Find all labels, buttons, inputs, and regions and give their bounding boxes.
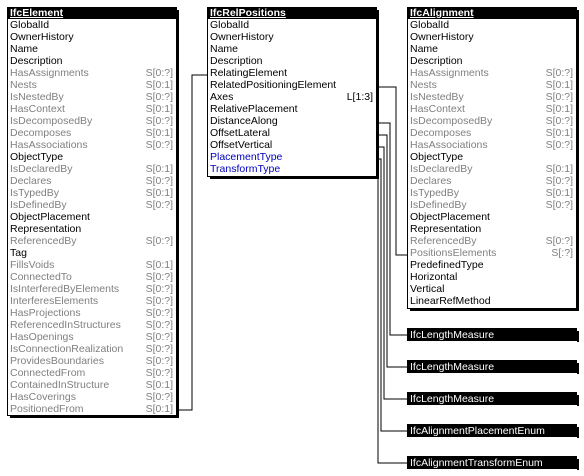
- attribute-row[interactable]: [408, 103, 576, 115]
- attribute-name: Axes: [210, 91, 234, 103]
- attribute-row[interactable]: [8, 67, 176, 79]
- entity-title: IfcRelPositions: [208, 8, 376, 19]
- entity-title: IfcAlignment: [408, 8, 576, 19]
- attribute-cardinality: S[0:?]: [145, 307, 173, 319]
- attribute-cardinality: S[0:1]: [145, 379, 173, 391]
- attribute-name: PositionsElements: [410, 247, 497, 259]
- attribute-name: Representation: [410, 223, 482, 235]
- attribute-name: HasContext: [410, 103, 465, 115]
- attribute-cardinality: S[0:?]: [145, 319, 173, 331]
- attribute-name: Nests: [410, 79, 437, 91]
- attribute-cardinality: S[0:?]: [145, 343, 173, 355]
- attribute-cardinality: S[0:?]: [145, 391, 173, 403]
- attribute-cardinality: S[0:1]: [145, 259, 173, 271]
- attribute-row[interactable]: [408, 247, 576, 259]
- attribute-name: Tag: [10, 247, 27, 259]
- attribute-name: ObjectPlacement: [10, 211, 90, 223]
- attribute-name: PlacementType: [210, 151, 283, 163]
- attribute-cardinality: S[0:?]: [545, 199, 573, 211]
- attribute-cardinality: S[0:1]: [145, 403, 173, 415]
- attribute-name: IsDeclaredBy: [410, 163, 473, 175]
- attribute-cardinality: S[:?]: [551, 247, 573, 259]
- attribute-row[interactable]: [8, 343, 176, 355]
- attribute-cardinality: S[0:?]: [145, 331, 173, 343]
- attribute-name: OwnerHistory: [210, 31, 274, 43]
- attribute-row[interactable]: [8, 175, 176, 187]
- attribute-cardinality: S[0:?]: [545, 67, 573, 79]
- attribute-row[interactable]: [8, 403, 176, 415]
- attribute-cardinality: S[0:?]: [145, 175, 173, 187]
- attribute-row[interactable]: [8, 31, 176, 43]
- attribute-row[interactable]: [208, 43, 376, 55]
- attribute-name: IsDefinedBy: [10, 199, 67, 211]
- attribute-row[interactable]: [208, 19, 376, 31]
- attribute-row[interactable]: [8, 247, 176, 259]
- attribute-row[interactable]: [208, 79, 376, 91]
- attribute-name: Decomposes: [10, 127, 72, 139]
- attribute-name: HasContext: [10, 103, 65, 115]
- attribute-row[interactable]: [408, 235, 576, 247]
- attribute-cardinality: S[0:?]: [545, 115, 573, 127]
- attribute-name: IsTypedBy: [10, 187, 60, 199]
- attribute-name: HasAssociations: [410, 139, 488, 151]
- attribute-name: HasAssociations: [10, 139, 88, 151]
- attribute-cardinality: S[0:?]: [145, 355, 173, 367]
- attribute-cardinality: S[0:?]: [545, 91, 573, 103]
- attribute-row[interactable]: [208, 151, 376, 163]
- attribute-name: HasCoverings: [10, 391, 76, 403]
- attribute-row[interactable]: [208, 127, 376, 139]
- attribute-name: IsInterferedByElements: [10, 283, 120, 295]
- attribute-name: ConnectedFrom: [10, 367, 86, 379]
- attribute-row[interactable]: [8, 127, 176, 139]
- entity-ifcalignment[interactable]: [407, 7, 577, 309]
- attribute-row[interactable]: [208, 103, 376, 115]
- attribute-name: Vertical: [410, 283, 445, 295]
- attribute-row[interactable]: [8, 319, 176, 331]
- attribute-row[interactable]: [8, 283, 176, 295]
- attribute-name: OffsetVertical: [210, 139, 273, 151]
- attribute-name: IsDeclaredBy: [10, 163, 73, 175]
- attribute-cardinality: S[0:1]: [145, 103, 173, 115]
- attribute-cardinality: S[0:1]: [145, 187, 173, 199]
- attribute-row[interactable]: [408, 91, 576, 103]
- line-relatingelement: [178, 75, 208, 410]
- attribute-name: HasAssignments: [410, 67, 489, 79]
- attribute-cardinality: S[0:1]: [545, 187, 573, 199]
- attribute-cardinality: S[0:?]: [145, 235, 173, 247]
- entity-ifcrelpositions[interactable]: [207, 7, 377, 177]
- attribute-name: ObjectPlacement: [410, 211, 490, 223]
- attribute-name: PredefinedType: [410, 259, 484, 271]
- attribute-row[interactable]: [408, 31, 576, 43]
- attribute-name: OwnerHistory: [10, 31, 74, 43]
- attribute-name: RelatedPositioningElement: [210, 79, 337, 91]
- attribute-cardinality: S[0:?]: [145, 67, 173, 79]
- attribute-name: PositionedFrom: [10, 403, 84, 415]
- attribute-name: IsConnectionRealization: [10, 343, 124, 355]
- attribute-cardinality: S[0:?]: [145, 367, 173, 379]
- attribute-row[interactable]: [8, 235, 176, 247]
- attribute-name: Description: [210, 55, 263, 67]
- attribute-row[interactable]: [8, 355, 176, 367]
- attribute-cardinality: S[0:1]: [545, 103, 573, 115]
- attribute-row[interactable]: [8, 295, 176, 307]
- attribute-cardinality: S[0:?]: [545, 139, 573, 151]
- attribute-name: GlobalId: [410, 19, 450, 31]
- attribute-row[interactable]: [8, 163, 176, 175]
- attribute-cardinality: S[0:?]: [145, 139, 173, 151]
- attribute-row[interactable]: [8, 199, 176, 211]
- attribute-cardinality: S[0:?]: [545, 175, 573, 187]
- attribute-name: Description: [410, 55, 463, 67]
- attribute-row[interactable]: [208, 31, 376, 43]
- attribute-cardinality: S[0:?]: [145, 271, 173, 283]
- attribute-row[interactable]: [408, 43, 576, 55]
- attribute-cardinality: S[0:?]: [545, 235, 573, 247]
- attribute-row[interactable]: [8, 307, 176, 319]
- attribute-name: Name: [10, 43, 39, 55]
- attribute-name: RelatingElement: [210, 67, 288, 79]
- attribute-row[interactable]: [8, 19, 176, 31]
- attribute-name: ObjectType: [410, 151, 464, 163]
- attribute-list: [408, 19, 576, 307]
- attribute-name: Representation: [10, 223, 82, 235]
- attribute-name: Name: [210, 43, 239, 55]
- attribute-name: ReferencedBy: [410, 235, 477, 247]
- attribute-row[interactable]: [408, 223, 576, 235]
- attribute-name: Declares: [10, 175, 52, 187]
- type-box-alignment-transform-enum[interactable]: IfcAlignmentTransformEnum: [407, 456, 577, 469]
- attribute-name: ContainedInStructure: [10, 379, 110, 391]
- attribute-name: LinearRefMethod: [410, 295, 491, 307]
- attribute-name: IsNestedBy: [10, 91, 64, 103]
- attribute-row[interactable]: [408, 139, 576, 151]
- attribute-name: IsDecomposedBy: [410, 115, 493, 127]
- attribute-row[interactable]: [8, 211, 176, 223]
- attribute-row[interactable]: [208, 163, 376, 175]
- attribute-name: Horizontal: [410, 271, 458, 283]
- attribute-row[interactable]: [408, 271, 576, 283]
- attribute-name: HasAssignments: [10, 67, 89, 79]
- attribute-cardinality: S[0:?]: [145, 295, 173, 307]
- attribute-row[interactable]: [208, 67, 376, 79]
- type-box-length-measure-2[interactable]: IfcLengthMeasure: [407, 360, 577, 373]
- attribute-name: IsTypedBy: [410, 187, 460, 199]
- attribute-cardinality: S[0:1]: [145, 127, 173, 139]
- attribute-row[interactable]: [8, 151, 176, 163]
- attribute-cardinality: S[0:?]: [145, 91, 173, 103]
- attribute-list: [208, 19, 376, 175]
- attribute-row[interactable]: [408, 175, 576, 187]
- attribute-cardinality: S[0:1]: [545, 163, 573, 175]
- attribute-row[interactable]: [8, 391, 176, 403]
- attribute-row[interactable]: [208, 91, 376, 103]
- type-box-length-measure-3[interactable]: IfcLengthMeasure: [407, 392, 577, 405]
- attribute-cardinality: S[0:1]: [545, 79, 573, 91]
- attribute-name: Declares: [410, 175, 452, 187]
- attribute-name: HasOpenings: [10, 331, 74, 343]
- attribute-name: ProvidesBoundaries: [10, 355, 104, 367]
- attribute-name: Description: [10, 55, 63, 67]
- attribute-name: Name: [410, 43, 439, 55]
- attribute-cardinality: S[0:?]: [145, 115, 173, 127]
- attribute-name: ConnectedTo: [10, 271, 72, 283]
- attribute-name: OffsetLateral: [210, 127, 270, 139]
- attribute-name: Decomposes: [410, 127, 472, 139]
- attribute-list: [8, 19, 176, 415]
- attribute-row[interactable]: [408, 295, 576, 307]
- attribute-row[interactable]: [8, 379, 176, 391]
- attribute-cardinality: L[1:3]: [346, 91, 373, 103]
- attribute-name: Nests: [10, 79, 37, 91]
- attribute-row[interactable]: [8, 271, 176, 283]
- attribute-row[interactable]: [408, 127, 576, 139]
- attribute-row[interactable]: [208, 55, 376, 67]
- attribute-name: ObjectType: [10, 151, 64, 163]
- attribute-name: ReferencedBy: [10, 235, 77, 247]
- attribute-row[interactable]: [8, 103, 176, 115]
- attribute-row[interactable]: [408, 19, 576, 31]
- attribute-cardinality: S[0:?]: [145, 199, 173, 211]
- line-placementtype: [376, 159, 408, 431]
- attribute-row[interactable]: [8, 223, 176, 235]
- attribute-cardinality: S[0:1]: [145, 163, 173, 175]
- attribute-row[interactable]: [408, 55, 576, 67]
- attribute-name: IsNestedBy: [410, 91, 464, 103]
- entity-title: IfcElement: [8, 8, 176, 19]
- attribute-row[interactable]: [8, 367, 176, 379]
- attribute-name: GlobalId: [10, 19, 50, 31]
- type-box-alignment-placement-enum[interactable]: IfcAlignmentPlacementEnum: [407, 424, 577, 437]
- attribute-name: InterferesElements: [10, 295, 99, 307]
- attribute-name: ReferencedInStructures: [10, 319, 121, 331]
- entity-ifcelement[interactable]: [7, 7, 177, 416]
- attribute-name: OwnerHistory: [410, 31, 474, 43]
- attribute-row[interactable]: [408, 199, 576, 211]
- attribute-name: IsDecomposedBy: [10, 115, 93, 127]
- attribute-row[interactable]: [8, 79, 176, 91]
- attribute-cardinality: S[0:?]: [145, 283, 173, 295]
- attribute-row[interactable]: [8, 259, 176, 271]
- attribute-row[interactable]: [8, 331, 176, 343]
- attribute-name: RelativePlacement: [210, 103, 298, 115]
- attribute-row[interactable]: [408, 163, 576, 175]
- attribute-cardinality: S[0:1]: [145, 79, 173, 91]
- attribute-row[interactable]: [408, 187, 576, 199]
- attribute-row[interactable]: [408, 211, 576, 223]
- attribute-row[interactable]: [8, 91, 176, 103]
- attribute-row[interactable]: [408, 67, 576, 79]
- attribute-row[interactable]: [208, 115, 376, 127]
- attribute-row[interactable]: [8, 55, 176, 67]
- type-box-length-measure-1[interactable]: IfcLengthMeasure: [407, 328, 577, 341]
- attribute-row[interactable]: [408, 259, 576, 271]
- attribute-name: HasProjections: [10, 307, 81, 319]
- attribute-row[interactable]: [8, 139, 176, 151]
- attribute-row[interactable]: [8, 43, 176, 55]
- attribute-cardinality: S[0:1]: [545, 127, 573, 139]
- attribute-name: DistanceAlong: [210, 115, 278, 127]
- attribute-row[interactable]: [408, 79, 576, 91]
- attribute-name: GlobalId: [210, 19, 250, 31]
- attribute-name: FillsVoids: [10, 259, 55, 271]
- attribute-row[interactable]: [408, 283, 576, 295]
- attribute-name: TransformType: [210, 163, 281, 175]
- attribute-row[interactable]: [208, 139, 376, 151]
- attribute-row[interactable]: [408, 151, 576, 163]
- attribute-name: IsDefinedBy: [410, 199, 467, 211]
- attribute-row[interactable]: [8, 115, 176, 127]
- attribute-row[interactable]: [8, 187, 176, 199]
- attribute-row[interactable]: [408, 115, 576, 127]
